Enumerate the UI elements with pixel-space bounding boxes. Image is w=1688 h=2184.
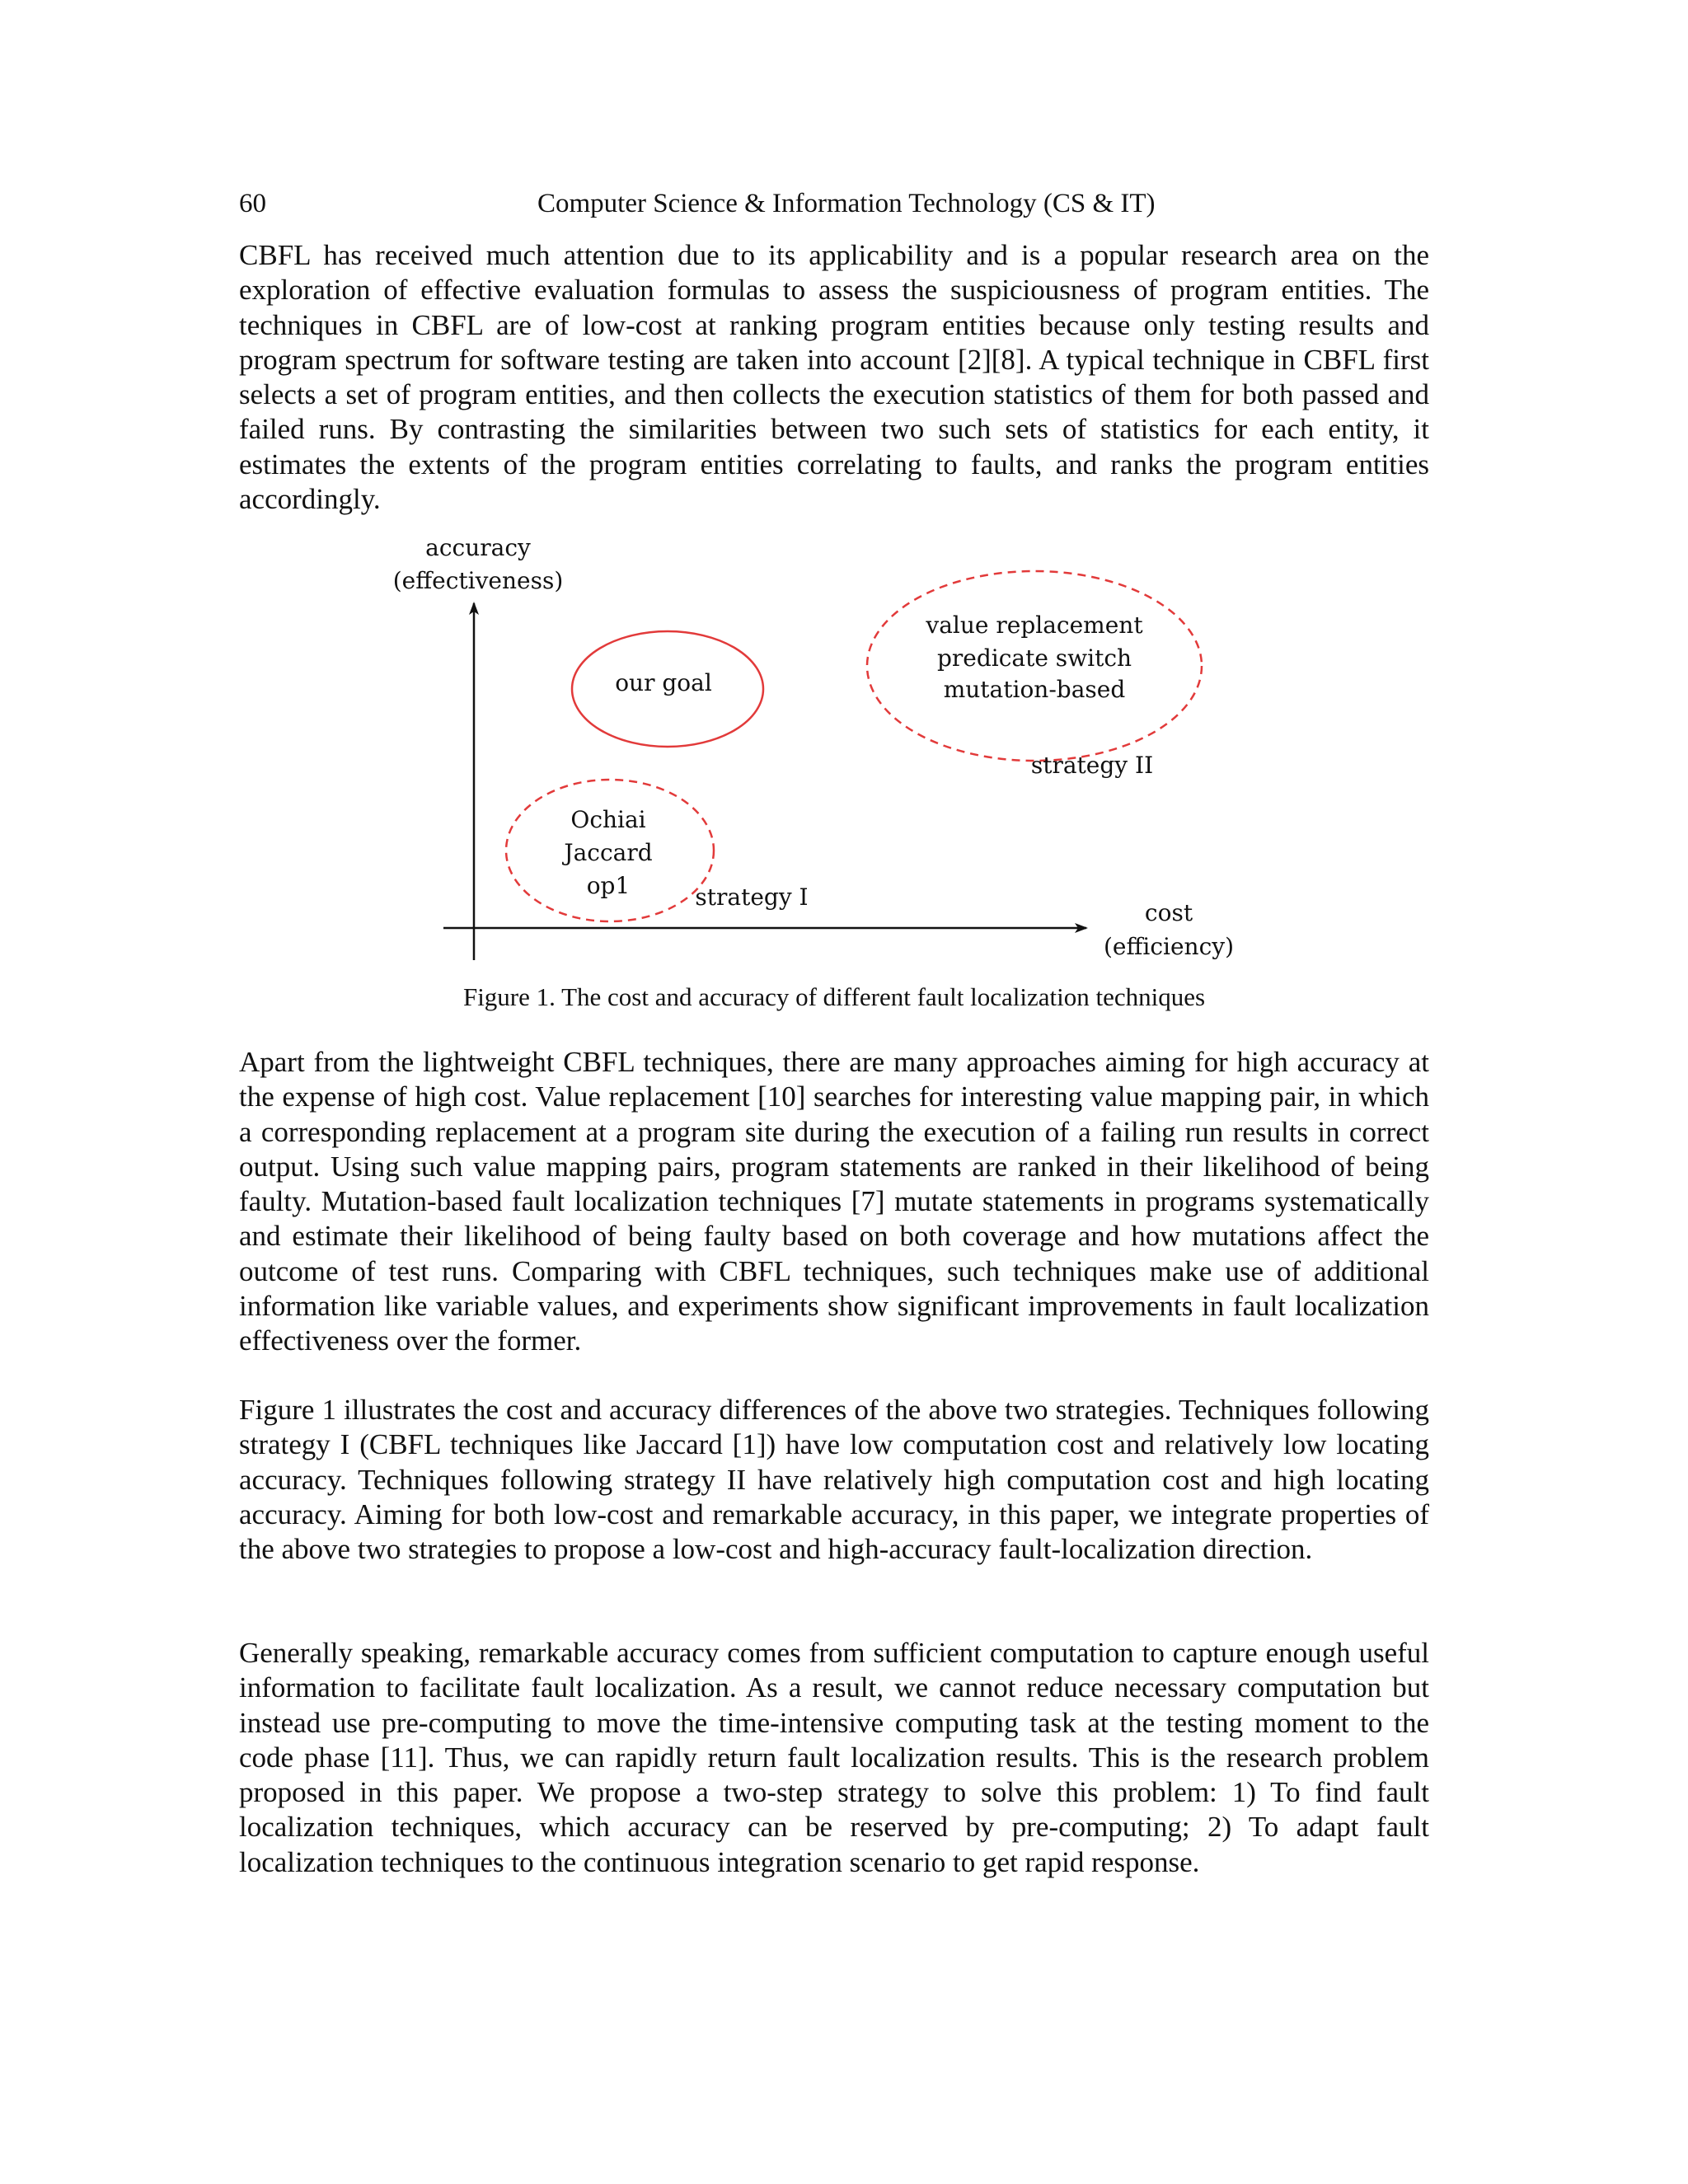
journal-title: Computer Science & Information Technology (CS & IT) [537, 189, 1156, 218]
paragraph-cbfl-intro: CBFL has received much attention due to its applicability and is a popular research area on the exploration of effective evaluation formulas to assess the suspiciousness of program entities. The techniques in CBFL are of low-cost at ranking program entities because only testing results and program spectrum for software testing are taken into account [2][8]. A typical technique in CBFL first selects a set of program entities, and then collects the execution statistics of them for both passed and failed runs. By contrasting the similarities between two such sets of statistics for each entity, it estimates the extents of the program entities correlating to faults, and ranks the program entities accordingly. [239, 239, 1429, 516]
figure-caption: Figure 1. The cost and accuracy of different fault localization techniques [462, 982, 1206, 1011]
strategy1-item-1: Ochiai [570, 806, 646, 833]
strategy1-item-2: Jaccard [564, 839, 653, 866]
y-axis-label-line1: accuracy [425, 534, 531, 561]
x-axis-label-line1: cost [1144, 899, 1193, 926]
strategy1-label: strategy I [695, 883, 809, 911]
page-number: 60 [239, 189, 266, 218]
running-header [239, 183, 1429, 224]
figure-cost-accuracy [392, 527, 1253, 972]
goal-label: our goal [615, 669, 712, 696]
strategy2-item-1: value replacement [926, 612, 1143, 639]
paragraph-figure-discussion: Figure 1 illustrates the cost and accuracy differences of the above two strategies. Techniques following strategy I (CBFL techniques like Jaccard [1]) have low computation cost and relatively low locating accuracy. Techniques following strategy II have relatively high computation cost and high locating accuracy. Aiming for both low-cost and remarkable accuracy, in this paper, we integrate properties of the above two strategies to propose a low-cost and high-accuracy fault-localization direction. [239, 1394, 1429, 1566]
y-axis-label-line2: (effectiveness) [392, 567, 564, 594]
figure-diagram [392, 527, 1253, 972]
strategy2-item-2: predicate switch [936, 644, 1132, 672]
paragraph-research-problem: Generally speaking, remarkable accuracy comes from sufficient computation to capture enough useful information to facilitate fault localization. As a result, we cannot reduce necessary computation but instead use pre-computing to move the time-intensive computing task at the testing moment to the code phase [11]. Thus, we can rapidly return fault localization results. This is the research problem proposed in this paper. We propose a two-step strategy to solve this problem: 1) To find fault localization techniques, which accuracy can be reserved by pre-computing; 2) To adapt fault localization techniques to the continuous integration scenario to get rapid response. [239, 1637, 1429, 1878]
paragraph-high-accuracy-approaches: Apart from the lightweight CBFL techniques, there are many approaches aiming for high accuracy at the expense of high cost. Value replacement [10] searches for interesting value mapping pair, in which a corresponding replacement at a program site during the execution of a failing run results in correct output. Using such value mapping pairs, program statements are ranked in their likelihood of being faulty. Mutation-based fault localization techniques [7] mutate statements in programs systematically and estimate their likelihood of being faulty based on both coverage and how mutations affect the outcome of test runs. Comparing with CBFL techniques, such techniques make use of additional information like variable values, and experiments show significant improvements in fault localization effectiveness over the former. [239, 1046, 1429, 1357]
strategy2-item-3: mutation-based [943, 676, 1126, 703]
x-axis-label-line2: (efficiency) [1103, 933, 1235, 960]
strategy2-label: strategy II [1030, 752, 1154, 779]
strategy1-item-3: op1 [586, 872, 631, 899]
